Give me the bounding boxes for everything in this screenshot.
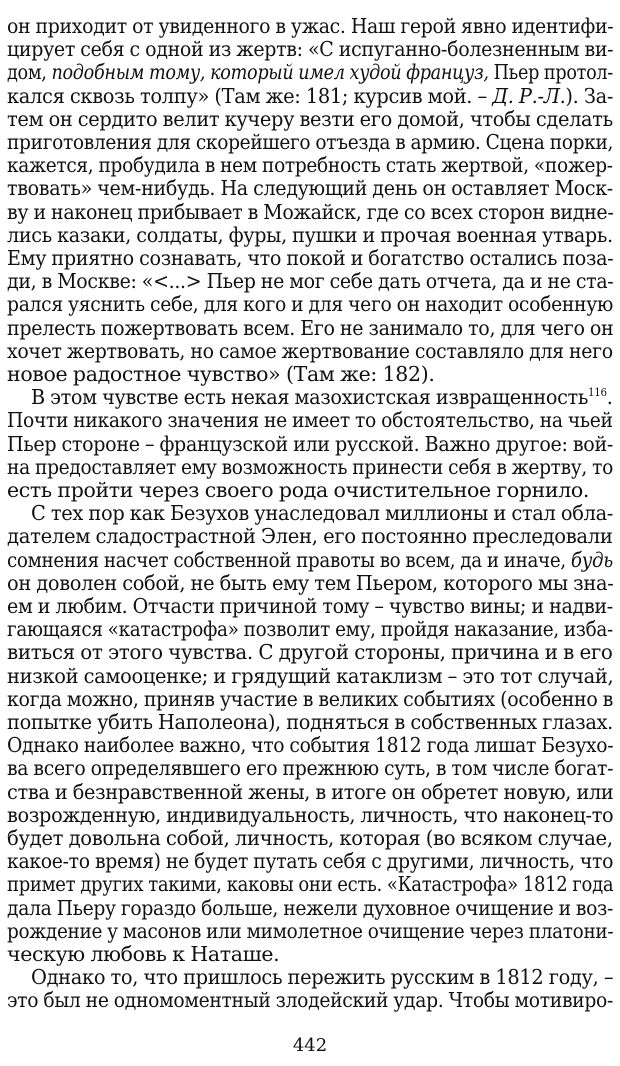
line-text: будет довольна собой, личность, которая (во всяком случае, bbox=[7, 826, 613, 850]
text-line bbox=[7, 37, 613, 61]
text-line bbox=[7, 710, 613, 734]
text-line bbox=[7, 176, 613, 200]
line-text: он доволен собой, не быть ему тем Пьером, которого мы зна- bbox=[7, 570, 614, 595]
text-line bbox=[7, 292, 613, 316]
text-line bbox=[7, 269, 613, 293]
text-line bbox=[7, 687, 613, 711]
line-text: ди, в Москве: «<...> Пьер не мог себе дать отчета, да и не ста- bbox=[7, 269, 614, 294]
text-line bbox=[7, 223, 613, 247]
line-text: когда можно, приняв участие в великих событиях (особенно в bbox=[7, 686, 614, 711]
text-line bbox=[7, 339, 613, 363]
text-line bbox=[7, 60, 613, 84]
text-line bbox=[7, 942, 279, 966]
text-line bbox=[7, 246, 613, 270]
line-text: примет других такими, каковы они есть. «Катастрофа» 1812 года bbox=[7, 872, 614, 897]
line-text: ва всего определявшего его прежнюю суть, в том числе богат- bbox=[7, 756, 614, 781]
line-text: С тех пор как Безухов унаследовал миллионы и стал обла- bbox=[31, 501, 614, 526]
line-text: дом, bbox=[7, 60, 52, 85]
text-line bbox=[7, 14, 613, 38]
text-line bbox=[7, 756, 613, 780]
line-text: Ему приятно сознавать, что покой и богатство остались поза- bbox=[7, 246, 614, 270]
text-line bbox=[7, 478, 589, 502]
line-text: есть пройти через своего рода очистительное горнило. bbox=[7, 478, 590, 502]
line-text: рождение у масонов или мимолетное очищение через платони- bbox=[7, 918, 614, 943]
page-number: 442 bbox=[292, 1035, 328, 1056]
text-line bbox=[7, 362, 435, 386]
text-line bbox=[7, 594, 613, 618]
text-line bbox=[7, 896, 613, 920]
line-text: это был не одномоментный злодейский удар. Чтобы мотивиро- bbox=[7, 988, 613, 1013]
line-text: лись казаки, солдаты, фуры, пушки и прочая военная утварь. bbox=[7, 222, 613, 247]
text-line bbox=[7, 733, 613, 757]
line-text: рался уяснить себе, для кого и для чего он находит особенную bbox=[7, 292, 613, 317]
line-text: прелесть пожертвовать всем. Его не занимало то, для чего он bbox=[7, 315, 614, 340]
text-line bbox=[31, 501, 613, 525]
text-line bbox=[7, 803, 613, 827]
text-line bbox=[31, 965, 613, 989]
line-text: гающаяся «катастрофа» позволит ему, пройдя наказание, изба- bbox=[7, 617, 613, 642]
text-line bbox=[7, 826, 613, 850]
text-line bbox=[7, 617, 613, 641]
line-text: дателем сладострастной Элен, его постоянно преследовали bbox=[7, 524, 613, 549]
text-line bbox=[7, 84, 613, 108]
line-text-tail: ). За- bbox=[565, 83, 614, 108]
line-text: на предоставляет ему возможность принести себя в жертву, то bbox=[7, 454, 614, 479]
text-line bbox=[7, 919, 613, 943]
line-text: ческую любовь к Наташе. bbox=[7, 942, 280, 966]
footnote-marker: 116 bbox=[588, 386, 607, 400]
text-line bbox=[7, 107, 613, 131]
text-line bbox=[7, 849, 613, 873]
line-text: какое-то время) не будет путать себя с другими, личность, что bbox=[7, 849, 614, 874]
text-line bbox=[7, 316, 613, 340]
line-italic-text: Д. Р.-Л. bbox=[492, 83, 566, 108]
line-text: Однако то, что пришлось пережить русским в 1812 году, – bbox=[31, 965, 614, 990]
text-line bbox=[31, 385, 613, 409]
line-text: ем и любим. Отчасти причиной тому – чувство вины; и надви- bbox=[7, 594, 613, 618]
text-line bbox=[7, 780, 613, 804]
line-text-tail: Пьер протол- bbox=[488, 60, 613, 85]
text-line bbox=[7, 130, 613, 154]
text-line bbox=[7, 571, 613, 595]
line-text: ства и безнравственной жены, в итоге он обретет новую, или bbox=[7, 779, 614, 804]
line-text: В этом чувстве есть некая мазохистская извращенность bbox=[31, 385, 589, 410]
text-line bbox=[7, 524, 613, 548]
text-line bbox=[7, 640, 613, 664]
line-text: новое радостное чувство» (Там же: 182). bbox=[7, 362, 435, 386]
text-line bbox=[7, 153, 613, 177]
text-line bbox=[7, 408, 613, 432]
line-text: возрожденную, индивидуальность, личность, что наконец-то bbox=[7, 802, 614, 827]
line-text: Однако наиболее важно, что события 1812 года лишат Безухо- bbox=[7, 733, 614, 758]
line-text: кался сквозь толпу» (Там же: 181; курсив мой. – bbox=[7, 83, 493, 108]
line-text: низкой самооценке; и грядущий катаклизм – это тот случай, bbox=[7, 663, 614, 688]
line-text: цирует себя с одной из жертв: «С испуганно-болезненным ви- bbox=[7, 37, 614, 62]
line-text: тем он сердито велит кучеру везти его домой, чтобы сделать bbox=[7, 106, 613, 131]
line-text: хочет жертвовать, но самое жертвование составляло для него bbox=[7, 338, 613, 363]
line-italic-text: подобным тому, который имел худой француз, bbox=[51, 60, 489, 85]
line-text: приготовления для скорейшего отъезда в армию. Сцена порки, bbox=[7, 130, 614, 154]
line-text: Почти никакого значения не имеет то обстоятельство, на чьей bbox=[7, 408, 613, 433]
text-line bbox=[7, 455, 613, 479]
line-italic-text: будь bbox=[570, 547, 613, 572]
line-text: попытке убить Наполеона), подняться в собственных глазах. bbox=[7, 710, 613, 734]
line-text: Пьер стороне – французской или русской. Важно другое: вой- bbox=[7, 431, 613, 456]
line-text: дала Пьеру гораздо больше, нежели духовное очищение и воз- bbox=[7, 895, 614, 920]
line-text: кажется, пробудила в нем потребность стать жертвой, «пожер- bbox=[7, 153, 613, 178]
text-line bbox=[7, 432, 613, 456]
text-line bbox=[7, 988, 613, 1012]
line-text: ву и наконец прибывает в Можайск, где со всех сторон видне- bbox=[7, 199, 614, 224]
text-line bbox=[7, 872, 613, 896]
text-line bbox=[7, 548, 613, 572]
line-text: он приходит от увиденного в ужас. Наш герой явно идентифи- bbox=[7, 14, 614, 38]
line-text: виться от этого чувства. С другой стороны, причина и в его bbox=[7, 640, 613, 665]
text-line bbox=[7, 200, 613, 224]
text-line bbox=[7, 664, 613, 688]
line-text: твовать» чем-нибудь. На следующий день он оставляет Моск- bbox=[7, 176, 613, 201]
line-text: сомнения насчет собственной правоты во всем, да и иначе, bbox=[7, 547, 571, 572]
line-text-tail: . bbox=[606, 385, 613, 410]
